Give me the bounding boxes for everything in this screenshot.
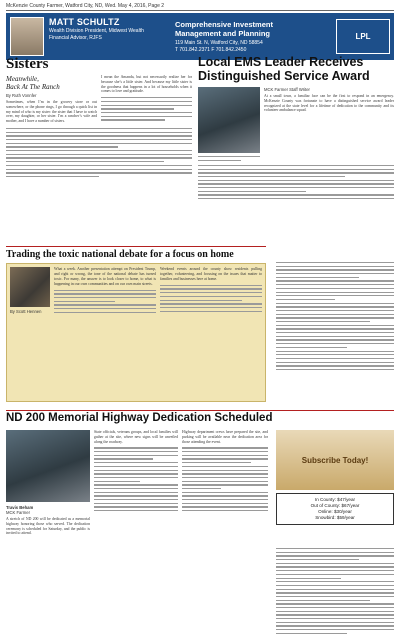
highway-body-3: Highway department crews have prepared the site, and parking will be available near the dedication area for those attending the event. bbox=[182, 430, 268, 444]
page-header bbox=[6, 3, 394, 11]
advisor-name: MATT SCHULTZ bbox=[49, 17, 120, 27]
trading-body-2: Weekend events around the county show residents pulling together, volunteering, and focusing on the issues that matter to families and businesses here at home. bbox=[160, 267, 262, 281]
ad-phone: T 701.842.2371 F 701.842.2450 bbox=[175, 47, 247, 53]
highway-photo bbox=[6, 430, 90, 502]
subscription-art bbox=[276, 430, 394, 490]
subscription-ad[interactable] bbox=[276, 430, 394, 540]
ad-headline-1: Comprehensive Investment bbox=[175, 20, 273, 29]
highway-byline-2: MCK Farmer bbox=[6, 510, 30, 515]
sisters-body-continued bbox=[101, 97, 192, 120]
subscription-rates bbox=[276, 493, 394, 525]
trading-body-box bbox=[6, 263, 266, 402]
section-rule bbox=[6, 246, 266, 247]
highway-body-2: State officials, veterans groups, and local families will gather at the site, where new signs will be unveiled along the roadway. bbox=[94, 430, 178, 444]
ad-logo: LPL bbox=[336, 19, 390, 54]
sisters-subhead-2: Back At The Ranch bbox=[6, 83, 60, 91]
service-continued bbox=[276, 262, 394, 370]
trading-byline: By Scott Hennen bbox=[10, 309, 42, 315]
service-byline: MCK Farmer Staff Writer bbox=[264, 87, 310, 92]
publication-line: McKenzie County Farmer, Watford City, ND, Wed. May 4, 2016, Page 2 bbox=[6, 3, 165, 9]
right-column-lower bbox=[276, 548, 394, 634]
rate-out-county: Out of County: $67/year bbox=[310, 503, 360, 508]
advisor-title-2: Financial Advisor, RJFS bbox=[49, 35, 102, 42]
rate-snowbird: Snowbird: $59/year bbox=[315, 515, 355, 520]
rate-online: Online: $30/year bbox=[318, 509, 352, 514]
highway-article bbox=[6, 430, 268, 536]
highway-body-1: A stretch of ND 200 will be dedicated as a memorial highway honoring those who served. The dedication ceremony is scheduled for Saturday, and the public is invited to attend. bbox=[6, 517, 90, 536]
advertisement-banner[interactable] bbox=[6, 13, 394, 60]
sisters-subhead-1: Meanwhile, bbox=[6, 75, 39, 83]
ad-headline-2: Management and Planning bbox=[175, 29, 271, 38]
trading-headline: Trading the toxic national debate for a focus on home bbox=[6, 249, 234, 261]
advisor-photo bbox=[10, 17, 44, 56]
sisters-byline: By Ruth Vonnfer bbox=[6, 93, 37, 98]
sisters-body-lower bbox=[6, 128, 192, 177]
trading-body: What a week. Another presentation attempt on President Trump, and right or wrong, the tone of the national debate has turned toxic. For many, the answer is to look closer to home, to what is happening in our own communities and on our own main streets. bbox=[54, 267, 156, 286]
highway-headline: ND 200 Memorial Highway Dedication Scheduled bbox=[6, 412, 273, 425]
service-body: At a small town, a familiar face can be the first to respond in an emergency. McKenzie County was fortunate to have a distinguished service award leader recognized at the state level for a lifetime of dedication to the community and its volunteer ambulance squad. bbox=[264, 94, 394, 113]
award-recipient-photo bbox=[198, 87, 260, 153]
service-body-lower bbox=[198, 165, 394, 199]
sisters-body-2: I mean the Amanda, but not necessarily realize her for because she’s a little sister. And because my little sister is the goodness that happens in a lot of households when it comes to love and gratitude. bbox=[101, 75, 192, 94]
trading-article bbox=[6, 246, 266, 404]
service-headline: Local EMS Leader Receives Distinguished Service Award bbox=[198, 55, 370, 83]
columnist-photo bbox=[10, 267, 50, 307]
sisters-headline: Sisters bbox=[6, 56, 49, 72]
advisor-title-1: Wealth Division President, Midwest Wealth bbox=[49, 28, 144, 34]
highway-byline: Travis Beham bbox=[6, 505, 34, 510]
highway-header bbox=[6, 410, 394, 424]
rate-in-county: In County: $47/year bbox=[314, 497, 356, 502]
sisters-body-1: Sometimes, when I’m in the grocery store or out somewhere, or the phone rings, I go through a quick list in my mind of who is my sister: the sister that I have to watch over, my daughter, or her sister. I’m a rancher’s wife and mother, and I have a number of sisters. bbox=[6, 100, 97, 124]
ad-address: 119 Main St. N, Watford City, ND 58854 bbox=[175, 40, 263, 46]
subscribe-cta: Subscribe Today! bbox=[301, 455, 369, 465]
sisters-article bbox=[6, 56, 192, 177]
service-award-article bbox=[198, 56, 394, 199]
